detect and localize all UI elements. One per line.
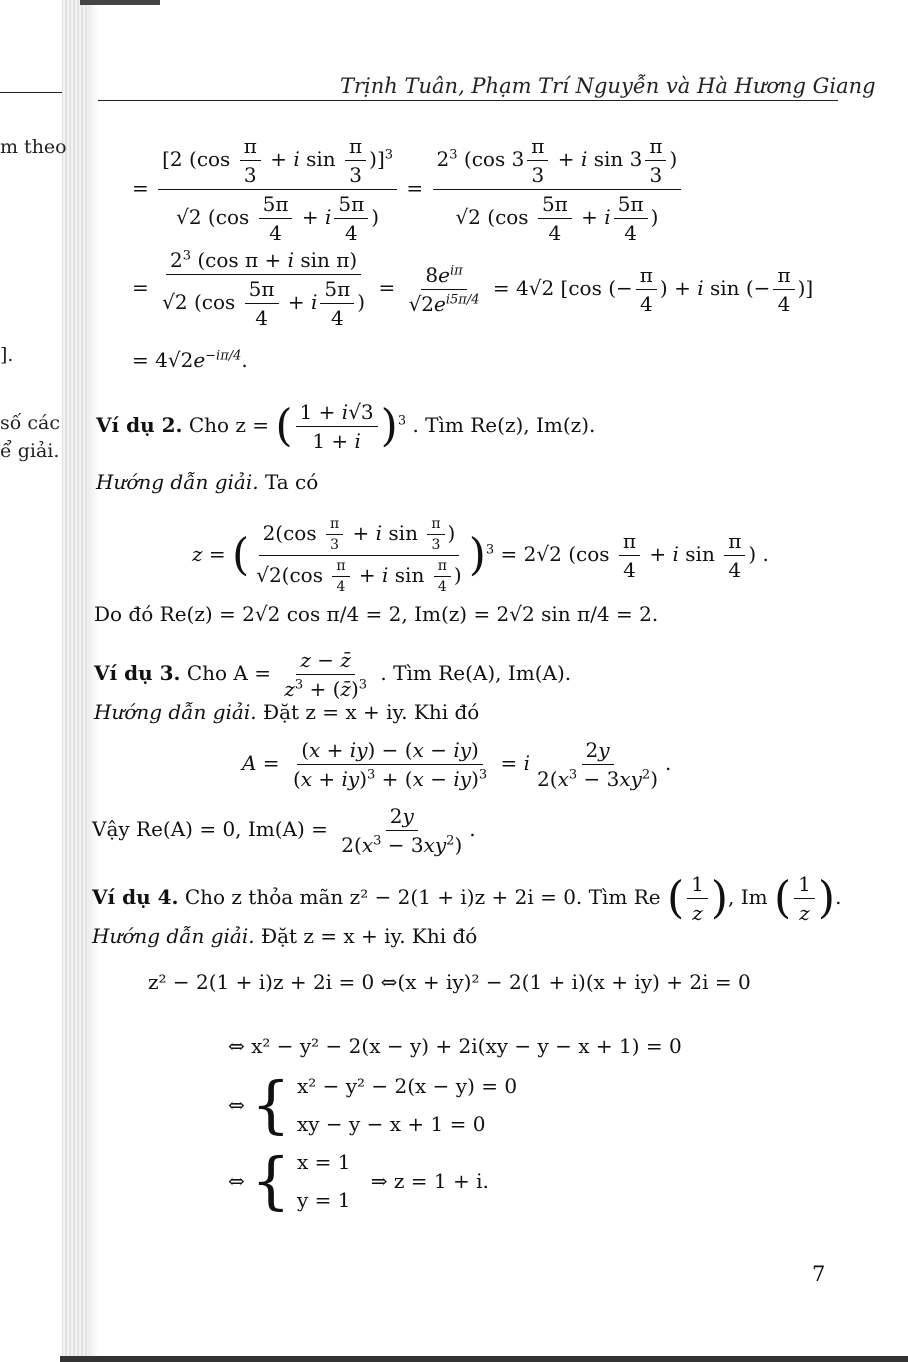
running-header: Trịnh Tuân, Phạm Trí Nguyễn và Hà Hương Giang — [340, 74, 876, 98]
scan-edge-top — [80, 0, 160, 5]
equation-line: = [2 (cos $\frac{\pi}{3}$ + i sin $\frac{\pi}{3}$ )]$^3$ √2 (cos $\frac{5\pi}{4}$ + i $\frac{5\pi}{4}$ ) = $2^3$ (cos 3 $\frac{\pi}{3}$ + i sin 3 $\frac{\pi}{3}$ ) √2 (cos $\frac{5\pi}{4}$ + i $\frac{5\pi}{4}$ ) — [132, 134, 684, 245]
example-4-hint: Hướng dẫn giải. Đặt z = x + iy. Khi đó — [92, 924, 478, 948]
prev-page-fragment: m theo — [0, 136, 67, 158]
example-2-conclusion: Do đó Re(z) = 2√2 cos π/4 = 2, Im(z) = 2√2 sin π/4 = 2. — [94, 602, 659, 626]
example-2-hint: Hướng dẫn giải. Ta có — [96, 470, 319, 494]
example-2-statement: Ví dụ 2. Cho z = ( $\frac{1 + i√3}{1 + i}$ )$^3$ . Tìm Re(z), Im(z). — [96, 400, 596, 453]
header-rule — [98, 100, 838, 101]
prev-page-rule — [0, 92, 62, 93]
equation-line: z² − 2(1 + i)z + 2i = 0 ⇔(x + iy)² − 2(1 + i)(x + iy) + 2i = 0 — [148, 970, 751, 994]
prev-page-fragment: số các — [0, 412, 61, 434]
scan-edge-bottom — [60, 1356, 908, 1362]
page-number: 7 — [812, 1262, 826, 1286]
prev-page-fragment: ]. — [0, 344, 14, 366]
equation-line: ⇔ x² − y² − 2(x − y) + 2i(xy − y − x + 1) = 0 — [228, 1034, 682, 1058]
binding-gutter — [62, 0, 88, 1362]
equation-line: z = ( 2(cos $\frac{\pi}{3}$ + i sin $\frac{\pi}{3}$ ) √2(cos $\frac{\pi}{4}$ + i sin $\frac{\pi}{4}$ ) )$^3$ = 2√2 (cos $\frac{\pi}{4}$ + i sin $\frac{\pi}{4}$ ) . — [192, 516, 769, 595]
prev-page-fragment: ể giải. — [0, 440, 60, 462]
example-3-statement: Ví dụ 3. Cho A = $\frac{z - z̄}{z^3 + (z̄)^3}$ . Tìm Re(A), Im(A). — [94, 648, 572, 701]
equation-line: = $4√2e^{-i\pi/4}$. — [132, 348, 248, 372]
equation-line: A = $\frac{(x + iy) - (x - iy)}{(x + iy)^3 + (x - iy)^3}$ = i $\frac{2y}{2(x^3 - 3xy^2)}$ . — [242, 738, 672, 791]
example-2-label: Ví dụ 2. — [96, 413, 183, 437]
equation-line: = $2^3$ (cos π + i sin π) √2 (cos $\frac{5\pi}{4}$ + i $\frac{5\pi}{4}$ ) = $\frac{8e^{i\pi}}{√2e^{i5\pi/4}}$ = 4√2 [cos (− $\frac{\pi}{4}$ ) + i sin (− $\frac{\pi}{4}$ )] — [132, 248, 814, 330]
example-4-statement: Ví dụ 4. Cho z thỏa mãn z² − 2(1 + i)z + 2i = 0. Tìm Re ( $\frac{1}{z}$ ), Im ( $\frac{1}{z}$ ). — [92, 872, 842, 925]
example-3-hint: Hướng dẫn giải. Đặt z = x + iy. Khi đó — [94, 700, 480, 724]
example-3-conclusion: Vậy Re(A) = 0, Im(A) = $\frac{2y}{2(x^3 - 3xy^2)}$ . — [92, 804, 476, 857]
example-4-label: Ví dụ 4. — [92, 885, 179, 909]
equation-system: ⇔ { x = 1 y = 1 ⇒ z = 1 + i. — [228, 1144, 489, 1217]
example-3-label: Ví dụ 3. — [94, 661, 181, 685]
equation-system: ⇔ { x² − y² − 2(x − y) = 0 xy − y − x + 1 = 0 — [228, 1068, 518, 1141]
